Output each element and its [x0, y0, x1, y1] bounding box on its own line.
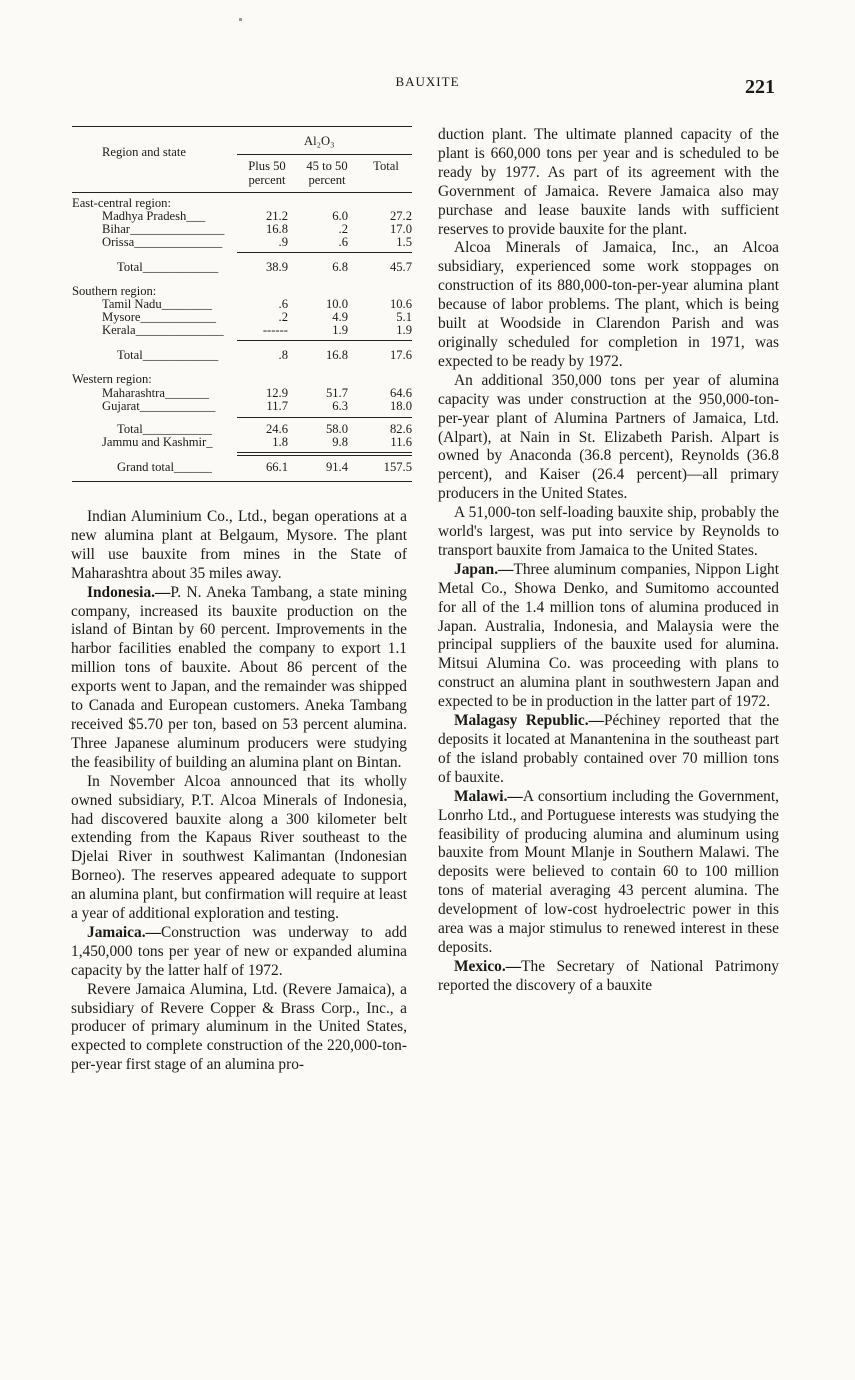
cell: 16.8	[265, 222, 288, 236]
section-head: Mexico.—	[454, 957, 522, 975]
col-header-plus50-line1: Plus 50	[248, 159, 286, 173]
paragraph: A 51,000-ton self-loading bauxite ship, probably the world's largest, was put into service by Reynolds to transport bauxite from Jamaica to the United States.	[438, 504, 779, 559]
paragraph: Revere Jamaica Alumina, Ltd. (Revere Jamaica), a subsidiary of Revere Copper & Brass Corp., Inc., a producer of primary aluminum in the United States, expected to complete construction of the 220,000-ton-per-year first stage of an alumina pro-	[71, 980, 407, 1074]
col-header-45to50-line2: percent	[308, 173, 346, 187]
total-label: Total____________	[117, 260, 219, 274]
cell: ------	[262, 323, 288, 337]
paragraph-japan: Japan.—Three aluminum companies, Nippon Light Metal Co., Showa Denko, and Sumitomo accounted for all of the 1.4 million tons of alumina produced in Japan. Australia, Indonesia, and Malaysia were the principal suppliers of the bauxite used for alumina. Mitsui Alumina Co. was proceeding with plans to construct an alumina plant in southwestern Japan and expected to be in production in the latter part of 1972.	[438, 560, 779, 711]
cell: .9	[278, 235, 288, 249]
cell: 24.6	[265, 422, 288, 436]
cell: 45.7	[389, 260, 412, 274]
cell: 10.6	[389, 297, 412, 311]
grand-total-rule	[237, 452, 412, 453]
total-label: Total____________	[117, 348, 219, 362]
total-label: Total___________	[117, 422, 212, 436]
cell: 10.0	[325, 297, 348, 311]
stub-header: Region and state	[102, 145, 186, 159]
cell: 11.6	[390, 435, 412, 449]
state-name: Tamil Nadu________	[102, 297, 212, 311]
spanner-rule	[237, 154, 412, 155]
state-name: Gujarat____________	[102, 399, 216, 413]
cell: .6	[338, 235, 348, 249]
col-header-total: Total	[373, 159, 399, 173]
paragraph: duction plant. The ultimate planned capacity of the plant is 660,000 tons per year and is scheduled to be ready by 1977. As part of its agreement with the Government of Jamaica. Revere Jamaica also may purchase and lease bauxite lands with sufficient reserves to provide bauxite for the plant.	[438, 126, 779, 238]
scan-mark	[239, 18, 242, 21]
region-title: Western region:	[72, 372, 152, 386]
cell: .2	[338, 222, 348, 236]
subtotal-rule	[237, 417, 412, 418]
subtotal-rule	[237, 340, 412, 341]
section-head: Indonesia.—	[87, 583, 171, 601]
cell: 157.5	[383, 460, 412, 474]
running-title: BAUXITE	[395, 74, 460, 89]
cell: 18.0	[389, 399, 412, 413]
cell: 6.0	[332, 209, 348, 223]
table-top-rule	[72, 126, 412, 127]
cell: 91.4	[325, 460, 348, 474]
state-name: Orissa______________	[102, 235, 223, 249]
cell: 38.9	[265, 260, 288, 274]
cell: 21.2	[265, 209, 288, 223]
section-head: Jamaica.—	[87, 923, 161, 941]
paragraph: An additional 350,000 tons per year of alumina capacity was under construction at the 950,000-ton-per-year plant of Alumina Partners of Jamaica, Ltd. (Alpart), at Nain in St. Elizabeth Parish. Alpart is owned by Anaconda (36.8 percent), Reynolds (36.8 percent), and Kaiser (26.4 percent)—all primary producers in the United States.	[438, 371, 779, 503]
table-bottom-rule	[72, 481, 412, 482]
cell: 12.9	[265, 386, 288, 400]
cell: 5.1	[396, 310, 412, 324]
left-column	[71, 508, 407, 1075]
state-name: Bihar_______________	[102, 222, 225, 236]
cell: 6.8	[332, 260, 348, 274]
paragraph-indonesia: Indonesia.—P. N. Aneka Tambang, a state mining company, increased its bauxite production on the island of Bintan by 60 percent. Improvements in the harbor facilities enabled the company to export 1.1 million tons of bauxite. About 86 percent of the exports went to Japan, and the remainder was shipped to Canada and European customers. Aneka Tambang received $5.70 per ton, based on 53 percent alumina. Three Japanese aluminum producers were studying the feasibility of building an alumina plant on Bintan.	[71, 583, 407, 771]
section-head: Malawi.—	[454, 787, 523, 805]
cell: 82.6	[389, 422, 412, 436]
cell: 17.6	[389, 348, 412, 362]
cell: 51.7	[325, 386, 348, 400]
subtotal-rule	[237, 252, 412, 253]
section-head: Malagasy Republic.—	[454, 712, 604, 730]
paragraph-malawi: Malawi.—A consortium including the Government, Lonrho Ltd., and Portuguese interests was studying the feasibility of producing alumina and aluminum using bauxite from Mount Mlanje in Southern Malawi. The deposits were believed to contain 60 to 100 million tons of material averaging 43 percent alumina. The development of low-cost hydroelectric power in this area was a major stimulus to renewed interest in these deposits.	[438, 787, 779, 956]
col-header-plus50-line2: percent	[248, 173, 286, 187]
region-title: Southern region:	[72, 284, 157, 298]
state-name: Kerala______________	[102, 323, 224, 337]
cell: .8	[278, 348, 288, 362]
paragraph-malagasy: Malagasy Republic.—Péchiney reported that the deposits it located at Manantenina in the southeast part of the island probably contained over 70 million tons of bauxite.	[438, 712, 779, 786]
state-name: Maharashtra_______	[102, 386, 210, 400]
cell: 6.3	[332, 399, 348, 413]
cell: 66.1	[265, 460, 288, 474]
paragraph-jamaica: Jamaica.—Construction was underway to add 1,450,000 tons per year of new or expanded alumina capacity by the latter half of 1972.	[71, 923, 407, 979]
state-name: Jammu and Kashmir_	[102, 435, 213, 449]
cell: 9.8	[332, 435, 348, 449]
state-name: Madhya Pradesh___	[102, 209, 206, 223]
paragraph-mexico: Mexico.—The Secretary of National Patrimony reported the discovery of a bauxite	[438, 957, 779, 994]
cell: 16.8	[325, 348, 348, 362]
paragraph: Alcoa Minerals of Jamaica, Inc., an Alcoa subsidiary, experienced some work stoppages on construction of its 880,000-ton-per-year alumina plant because of labor problems. The plant, which is being built at Woodside in Clarendon Parish and was originally scheduled for completion in 1971, was expected to be ready by 1972.	[438, 239, 779, 370]
right-column	[438, 126, 779, 996]
paragraph: In November Alcoa announced that its wholly owned subsidiary, P.T. Alcoa Minerals of Indonesia, had discovered bauxite along a 300 kilometer belt extending from the Kapaus River southeast to the Djelai River in southwest Kalimantan (Indonesian Borneo). The reserves appeared adequate to support an alumina plant, but confirmation will require at least a year of additional exploration and testing.	[71, 772, 407, 923]
state-name: Mysore____________	[102, 310, 217, 324]
cell: 4.9	[332, 310, 348, 324]
cell: 58.0	[325, 422, 348, 436]
col-header-45to50-line1: 45 to 50	[306, 159, 348, 173]
grand-total-label: Grand total______	[117, 460, 212, 474]
cell: 27.2	[389, 209, 412, 223]
cell: 1.9	[332, 323, 348, 337]
grand-total-rule-double	[237, 455, 412, 456]
cell: 1.8	[272, 435, 288, 449]
paragraph: Indian Aluminium Co., Ltd., began operations at a new alumina plant at Belgaum, Mysore. The plant will use bauxite from mines in the State of Maharashtra about 35 miles away.	[71, 508, 407, 582]
region-title: East-central region:	[72, 196, 171, 210]
cell: 1.5	[396, 235, 412, 249]
spanner-header: Al₂O₃	[304, 134, 335, 148]
section-head: Japan.—	[454, 560, 514, 578]
page-number: 221	[745, 76, 775, 98]
cell: 17.0	[389, 222, 412, 236]
cell: .6	[278, 297, 288, 311]
cell: 11.7	[266, 399, 288, 413]
cell: 1.9	[396, 323, 412, 337]
cell: 64.6	[389, 386, 412, 400]
header-bottom-rule	[72, 192, 412, 193]
cell: .2	[278, 310, 288, 324]
